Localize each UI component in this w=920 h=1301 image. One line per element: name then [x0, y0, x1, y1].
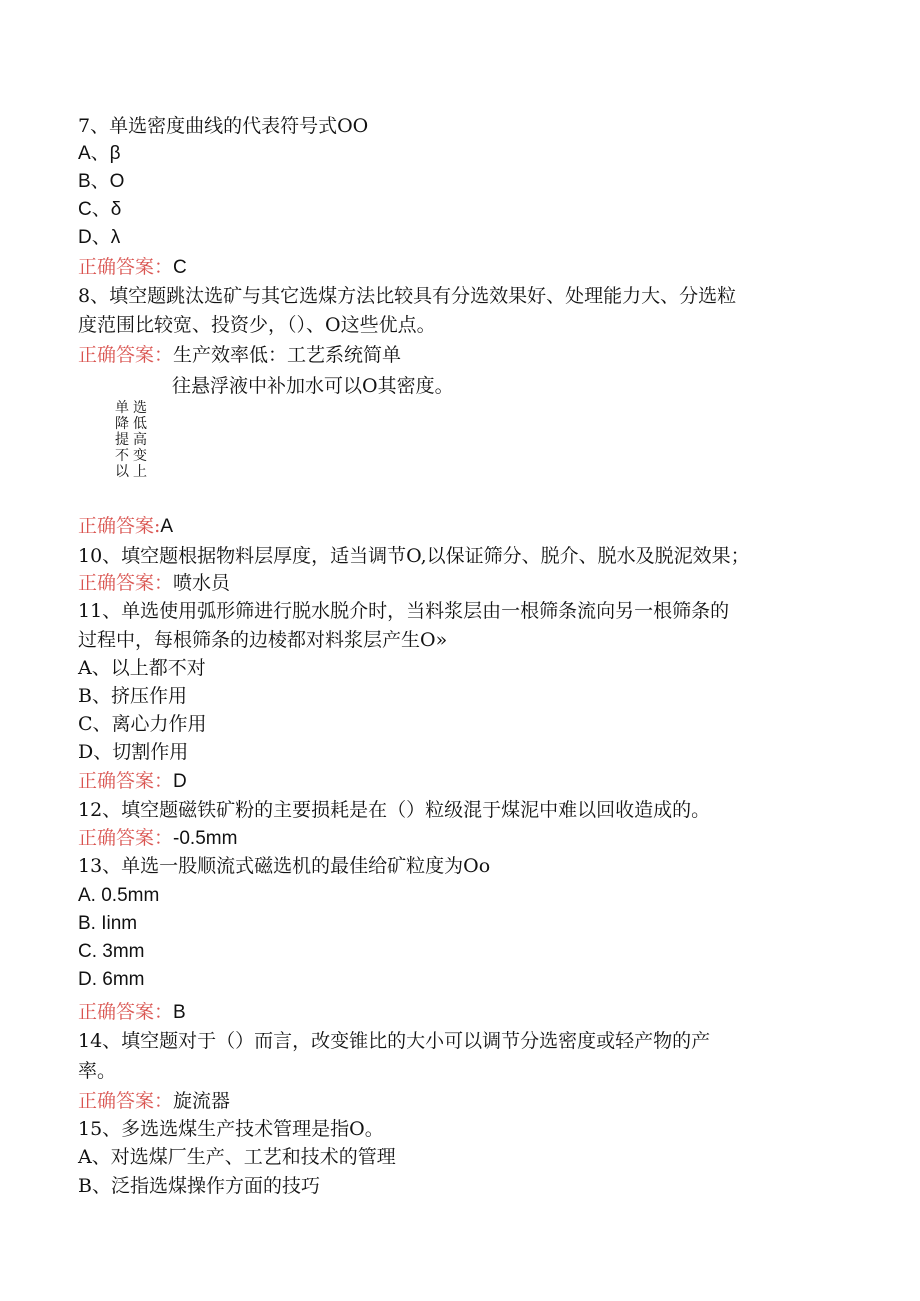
q14-answer: [78, 1088, 230, 1114]
answer-label: 正确答案：: [78, 1001, 174, 1023]
q12-answer: [78, 825, 237, 852]
question-11-line-1: 11、单选使用弧形筛进行脱水脱介时，当料浆层由一根筛条流向另一根筛条的: [78, 600, 730, 622]
q7-option-c: C、δ: [78, 199, 122, 220]
answer-value: -0.5mm: [173, 828, 238, 849]
question-14-line-2: 率。: [78, 1060, 117, 1082]
question-8-line-1: 8、填空题跳汰选矿与其它选煤方法比较具有分选效果好、处理能力大、分选粒: [78, 285, 737, 307]
q15-option-b: B、泛指选煤操作方面的技巧: [78, 1175, 320, 1197]
vertical-row: 单选: [115, 400, 151, 416]
answer-label: 正确答案：: [78, 256, 174, 278]
answer-label: 正确答案：: [78, 344, 174, 366]
answer-value: C: [173, 257, 187, 278]
q13-option-b: B. Iinm: [78, 913, 138, 934]
q13-option-a: A. 0.5mm: [78, 885, 160, 906]
question-13: 13、单选一股顺流式磁选机的最佳给矿粒度为Oo: [78, 855, 491, 877]
question-7: 7、单选密度曲线的代表符号式OO: [78, 115, 369, 137]
answer-value: 喷水员: [173, 572, 231, 594]
q11-option-d: D、切割作用: [78, 741, 189, 763]
q9-answer: [78, 513, 173, 540]
question-15: 15、多选选煤生产技术管理是指O。: [78, 1118, 384, 1140]
q7-option-a: A、β: [78, 143, 121, 164]
q15-option-a: A、对选煤厂生产、工艺和技术的管理: [78, 1146, 396, 1168]
q7-answer: [78, 254, 187, 281]
vertical-option-block: [115, 400, 151, 480]
q11-option-c: C、离心力作用: [78, 713, 207, 735]
question-9-text: 往悬浮液中补加水可以O其密度。: [172, 375, 454, 397]
answer-value: 生产效率低：工艺系统简单: [173, 344, 402, 366]
q13-answer: [78, 999, 186, 1026]
question-8-line-2: 度范围比较宽、投资少，（）、O这些优点。: [78, 314, 436, 336]
vertical-row: 降低: [115, 416, 151, 432]
q13-option-d: D. 6mm: [78, 969, 145, 990]
q11-answer: [78, 768, 187, 795]
answer-label: 正确答案:: [78, 515, 161, 537]
question-11-line-2: 过程中，每根筛条的边棱都对料浆层产生O»: [78, 629, 448, 651]
vertical-row: 以上: [115, 464, 151, 480]
answer-value: D: [173, 771, 187, 792]
answer-label: 正确答案：: [78, 827, 174, 849]
q8-answer: [78, 342, 401, 368]
answer-label: 正确答案：: [78, 1090, 174, 1112]
q13-option-c: C. 3mm: [78, 941, 145, 962]
answer-value: A: [160, 516, 174, 537]
question-10: 10、填空题根据物料层厚度，适当调节O,以保证筛分、脱介、脱水及脱泥效果；: [78, 545, 750, 567]
vertical-row: 提高: [115, 432, 151, 448]
q11-option-a: A、以上都不对: [78, 657, 206, 679]
answer-value: 旋流器: [173, 1090, 231, 1112]
answer-label: 正确答案：: [78, 572, 174, 594]
answer-value: B: [173, 1002, 186, 1023]
q7-option-d: D、λ: [78, 227, 121, 248]
vertical-row: 不变: [115, 448, 151, 464]
q7-option-b: B、O: [78, 171, 125, 192]
q10-answer: [78, 570, 230, 596]
question-14-line-1: 14、填空题对于（）而言，改变锥比的大小可以调节分选密度或轻产物的产: [78, 1030, 711, 1052]
question-12: 12、填空题磁铁矿粉的主要损耗是在（）粒级混于煤泥中难以回收造成的。: [78, 799, 711, 821]
answer-label: 正确答案：: [78, 770, 174, 792]
q11-option-b: B、挤压作用: [78, 685, 187, 707]
